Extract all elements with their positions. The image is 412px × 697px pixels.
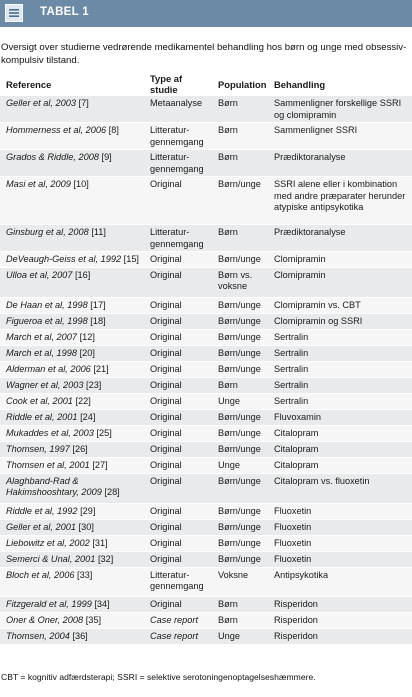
reference-author: Riddle et al, 2001 — [6, 411, 78, 422]
cell-treatment: Fluoxetin — [268, 519, 412, 535]
reference-number: [35] — [85, 614, 102, 625]
cell-study-type: Original — [144, 519, 212, 535]
cell-reference — [0, 313, 144, 329]
cell-treatment: Risperidon — [268, 628, 412, 644]
cell-reference — [0, 596, 144, 612]
table-row — [0, 329, 412, 345]
table-row — [0, 519, 412, 535]
cell-population: Børn — [212, 150, 268, 177]
reference-number: [18] — [90, 315, 106, 326]
table-row — [0, 361, 412, 377]
reference-author: Wagner et al, 2003 — [6, 379, 84, 390]
table-footnote: CBT = kognitiv adfærdsterapi; SSRI = selektive serotoningenoptagelseshæmmere. — [1, 672, 316, 682]
reference-author: Alaghband-Rad & Hakimshooshtary, 2009 — [6, 475, 102, 497]
reference-author: Geller et al, 2003 — [6, 98, 76, 108]
table-row — [0, 393, 412, 409]
cell-reference — [0, 123, 144, 150]
cell-reference — [0, 441, 144, 457]
reference-number: [32] — [97, 553, 114, 564]
reference-number: [36] — [72, 630, 88, 641]
cell-population: Voksne — [212, 567, 268, 596]
cell-treatment: Clomipramin — [268, 267, 412, 297]
cell-reference — [0, 225, 144, 252]
cell-study-type: Original — [144, 503, 212, 519]
reference-number: [15] — [123, 254, 139, 264]
cell-study-type: Original — [144, 551, 212, 567]
cell-treatment: Fluoxetin — [268, 551, 412, 567]
reference-author: Bloch et al, 2006 — [6, 569, 75, 580]
cell-reference — [0, 457, 144, 473]
reference-number: [12] — [79, 331, 95, 342]
cell-treatment: Sertralin — [268, 377, 412, 393]
cell-population: Børn/unge — [212, 551, 268, 567]
cell-study-type: Litteratur-gennemgang — [144, 225, 212, 252]
cell-reference — [0, 473, 144, 503]
reference-number: [23] — [86, 379, 102, 390]
document-list-icon — [5, 4, 23, 22]
reference-number: [34] — [94, 598, 110, 609]
reference-author: Fitzgerald et al, 1999 — [6, 598, 92, 609]
table-row — [0, 425, 412, 441]
reference-author: Hommerness et al, 2006 — [6, 125, 107, 135]
cell-reference — [0, 150, 144, 177]
reference-author: DeVeaugh-Geiss et al, 1992 — [6, 254, 122, 264]
reference-number: [7] — [78, 98, 89, 108]
cell-reference — [0, 628, 144, 644]
cell-population: Børn — [212, 96, 268, 123]
cell-study-type: Original — [144, 361, 212, 377]
cell-reference — [0, 177, 144, 225]
table-row — [0, 409, 412, 425]
cell-population: Børn/unge — [212, 409, 268, 425]
cell-study-type: Original — [144, 473, 212, 503]
table-row — [0, 457, 412, 473]
reference-author: Alderman et al, 2006 — [6, 363, 91, 374]
cell-treatment: Sertralin — [268, 329, 412, 345]
table-row — [0, 313, 412, 329]
cell-treatment: Clomipramin vs. CBT — [268, 297, 412, 313]
cell-study-type: Original — [144, 377, 212, 393]
cell-population: Børn/unge — [212, 519, 268, 535]
table-row — [0, 297, 412, 313]
reference-number: [31] — [92, 537, 108, 548]
table-header-row — [0, 73, 412, 96]
cell-treatment: Fluoxetin — [268, 503, 412, 519]
cell-study-type: Original — [144, 267, 212, 297]
cell-population: Børn — [212, 225, 268, 252]
reference-number: [11] — [91, 227, 106, 237]
table-row — [0, 377, 412, 393]
cell-population: Børn/unge — [212, 177, 268, 225]
table-row — [0, 123, 412, 150]
cell-reference — [0, 535, 144, 551]
reference-number: [30] — [78, 521, 94, 532]
cell-population: Unge — [212, 457, 268, 473]
cell-treatment: Prædiktoranalyse — [268, 225, 412, 252]
reference-author: Riddle et al, 1992 — [6, 505, 78, 516]
table-header-bar — [0, 0, 412, 27]
table-row — [0, 567, 412, 596]
cell-treatment: Antipsykotika — [268, 567, 412, 596]
reference-number: [29] — [80, 505, 96, 516]
cell-population: Børn/unge — [212, 441, 268, 457]
cell-treatment: Risperidon — [268, 596, 412, 612]
table-row — [0, 628, 412, 644]
cell-treatment: Citalopram — [268, 457, 412, 473]
cell-study-type: Litteratur-gennemgang — [144, 567, 212, 596]
cell-reference — [0, 267, 144, 297]
cell-population: Børn/unge — [212, 361, 268, 377]
cell-study-type: Original — [144, 297, 212, 313]
cell-population: Unge — [212, 628, 268, 644]
table-row — [0, 150, 412, 177]
cell-treatment: Sammenligner forskellige SSRI og clomipramin — [268, 96, 412, 123]
reference-number: [33] — [77, 569, 93, 580]
reference-number: [8] — [108, 125, 119, 135]
reference-author: Liebowitz et al, 2002 — [6, 537, 90, 548]
cell-study-type: Original — [144, 393, 212, 409]
cell-reference — [0, 425, 144, 441]
cell-treatment: Fluoxetin — [268, 535, 412, 551]
cell-treatment: Risperidon — [268, 612, 412, 628]
reference-number: [25] — [96, 427, 112, 438]
cell-reference — [0, 409, 144, 425]
cell-population: Børn/unge — [212, 313, 268, 329]
reference-author: Grados & Riddle, 2008 — [6, 152, 99, 162]
cell-reference — [0, 393, 144, 409]
cell-population: Børn/unge — [212, 535, 268, 551]
cell-treatment: Citalopram — [268, 441, 412, 457]
cell-study-type: Litteratur-gennemgang — [144, 150, 212, 177]
reference-author: March et al, 2007 — [6, 331, 77, 342]
cell-treatment: Clomipramin og SSRI — [268, 313, 412, 329]
cell-study-type: Case report — [144, 628, 212, 644]
reference-author: De Haan et al, 1998 — [6, 299, 88, 310]
cell-study-type: Metaanalyse — [144, 96, 212, 123]
reference-author: March et al, 1998 — [6, 347, 77, 358]
cell-study-type: Original — [144, 329, 212, 345]
reference-author: Cook et al, 2001 — [6, 395, 73, 406]
reference-author: Ulloa et al, 2007 — [6, 269, 73, 280]
cell-population: Børn/unge — [212, 425, 268, 441]
cell-study-type: Original — [144, 252, 212, 268]
cell-study-type: Original — [144, 596, 212, 612]
cell-treatment: SSRI alene eller i kombination med andre præparater herunder atypiske antipsykotika — [268, 177, 412, 225]
cell-study-type: Litteratur-gennemgang — [144, 123, 212, 150]
reference-number: [17] — [90, 299, 106, 310]
cell-treatment: Prædiktoranalyse — [268, 150, 412, 177]
cell-treatment: Fluvoxamin — [268, 409, 412, 425]
reference-author: Thomsen, 1997 — [6, 443, 70, 454]
reference-number: [22] — [75, 395, 91, 406]
table-row — [0, 596, 412, 612]
cell-treatment: Sertralin — [268, 361, 412, 377]
table-row — [0, 473, 412, 503]
reference-number: [10] — [73, 179, 89, 189]
reference-author: Figueroa et al, 1998 — [6, 315, 88, 326]
cell-treatment: Clomipramin — [268, 252, 412, 268]
cell-study-type: Original — [144, 177, 212, 225]
cell-population: Børn/unge — [212, 473, 268, 503]
table-caption: Oversigt over studierne vedrørende medikamentel behandling hos børn og unge med obsessiv-kompulsiv tilstand. — [1, 42, 407, 66]
cell-population: Børn/unge — [212, 329, 268, 345]
reference-author: Oner & Oner, 2008 — [6, 614, 84, 625]
table-row — [0, 535, 412, 551]
cell-population: Børn vs. voksne — [212, 267, 268, 297]
cell-population: Børn — [212, 377, 268, 393]
reference-author: Thomsen et al, 2001 — [6, 459, 90, 470]
cell-study-type: Original — [144, 313, 212, 329]
cell-study-type: Original — [144, 425, 212, 441]
studies-table — [0, 73, 412, 644]
reference-number: [21] — [93, 363, 109, 374]
cell-study-type: Original — [144, 441, 212, 457]
cell-treatment: Citalopram vs. fluoxetin — [268, 473, 412, 503]
table-row — [0, 441, 412, 457]
table-row — [0, 503, 412, 519]
cell-population: Børn/unge — [212, 252, 268, 268]
table-row — [0, 96, 412, 123]
column-header-reference: Reference — [0, 73, 144, 96]
cell-treatment: Sertralin — [268, 393, 412, 409]
table-row — [0, 551, 412, 567]
reference-number: [26] — [72, 443, 88, 454]
cell-reference — [0, 551, 144, 567]
cell-reference — [0, 519, 144, 535]
table-row — [0, 177, 412, 225]
cell-reference — [0, 361, 144, 377]
cell-reference — [0, 503, 144, 519]
reference-number: [28] — [104, 487, 120, 497]
cell-reference — [0, 297, 144, 313]
cell-treatment: Citalopram — [268, 425, 412, 441]
reference-author: Mukaddes et al, 2003 — [6, 427, 94, 438]
cell-reference — [0, 96, 144, 123]
table-row — [0, 267, 412, 297]
cell-reference — [0, 567, 144, 596]
reference-author: Masi et al, 2009 — [6, 179, 71, 189]
table-row — [0, 612, 412, 628]
cell-population: Unge — [212, 393, 268, 409]
reference-number: [16] — [74, 269, 91, 280]
cell-study-type: Original — [144, 345, 212, 361]
cell-population: Børn — [212, 612, 268, 628]
reference-number: [27] — [92, 459, 108, 470]
cell-population: Børn/unge — [212, 503, 268, 519]
cell-reference — [0, 612, 144, 628]
cell-treatment: Sammenligner SSRI — [268, 123, 412, 150]
cell-reference — [0, 345, 144, 361]
cell-study-type: Case report — [144, 612, 212, 628]
table-row — [0, 225, 412, 252]
reference-number: [9] — [101, 152, 112, 162]
cell-population: Børn — [212, 123, 268, 150]
cell-population: Børn — [212, 596, 268, 612]
reference-number: [20] — [79, 347, 95, 358]
table-row — [0, 345, 412, 361]
cell-study-type: Original — [144, 457, 212, 473]
reference-author: Semerci & Unal, 2001 — [6, 553, 96, 564]
cell-treatment: Sertralin — [268, 345, 412, 361]
column-header-population: Population — [212, 73, 268, 96]
column-header-treatment: Behandling — [268, 73, 412, 96]
reference-author: Ginsburg et al, 2008 — [6, 227, 89, 237]
cell-reference — [0, 252, 144, 268]
cell-population: Børn/unge — [212, 297, 268, 313]
cell-reference — [0, 377, 144, 393]
cell-study-type: Original — [144, 409, 212, 425]
cell-study-type: Original — [144, 535, 212, 551]
table-label: TABEL 1 — [40, 6, 89, 18]
cell-population: Børn/unge — [212, 345, 268, 361]
cell-reference — [0, 329, 144, 345]
reference-author: Thomsen, 2004 — [6, 630, 70, 641]
table-row — [0, 252, 412, 268]
column-header-study-type: Type af studie — [144, 73, 212, 96]
reference-author: Geller et al, 2001 — [6, 521, 76, 532]
reference-number: [24] — [80, 411, 96, 422]
